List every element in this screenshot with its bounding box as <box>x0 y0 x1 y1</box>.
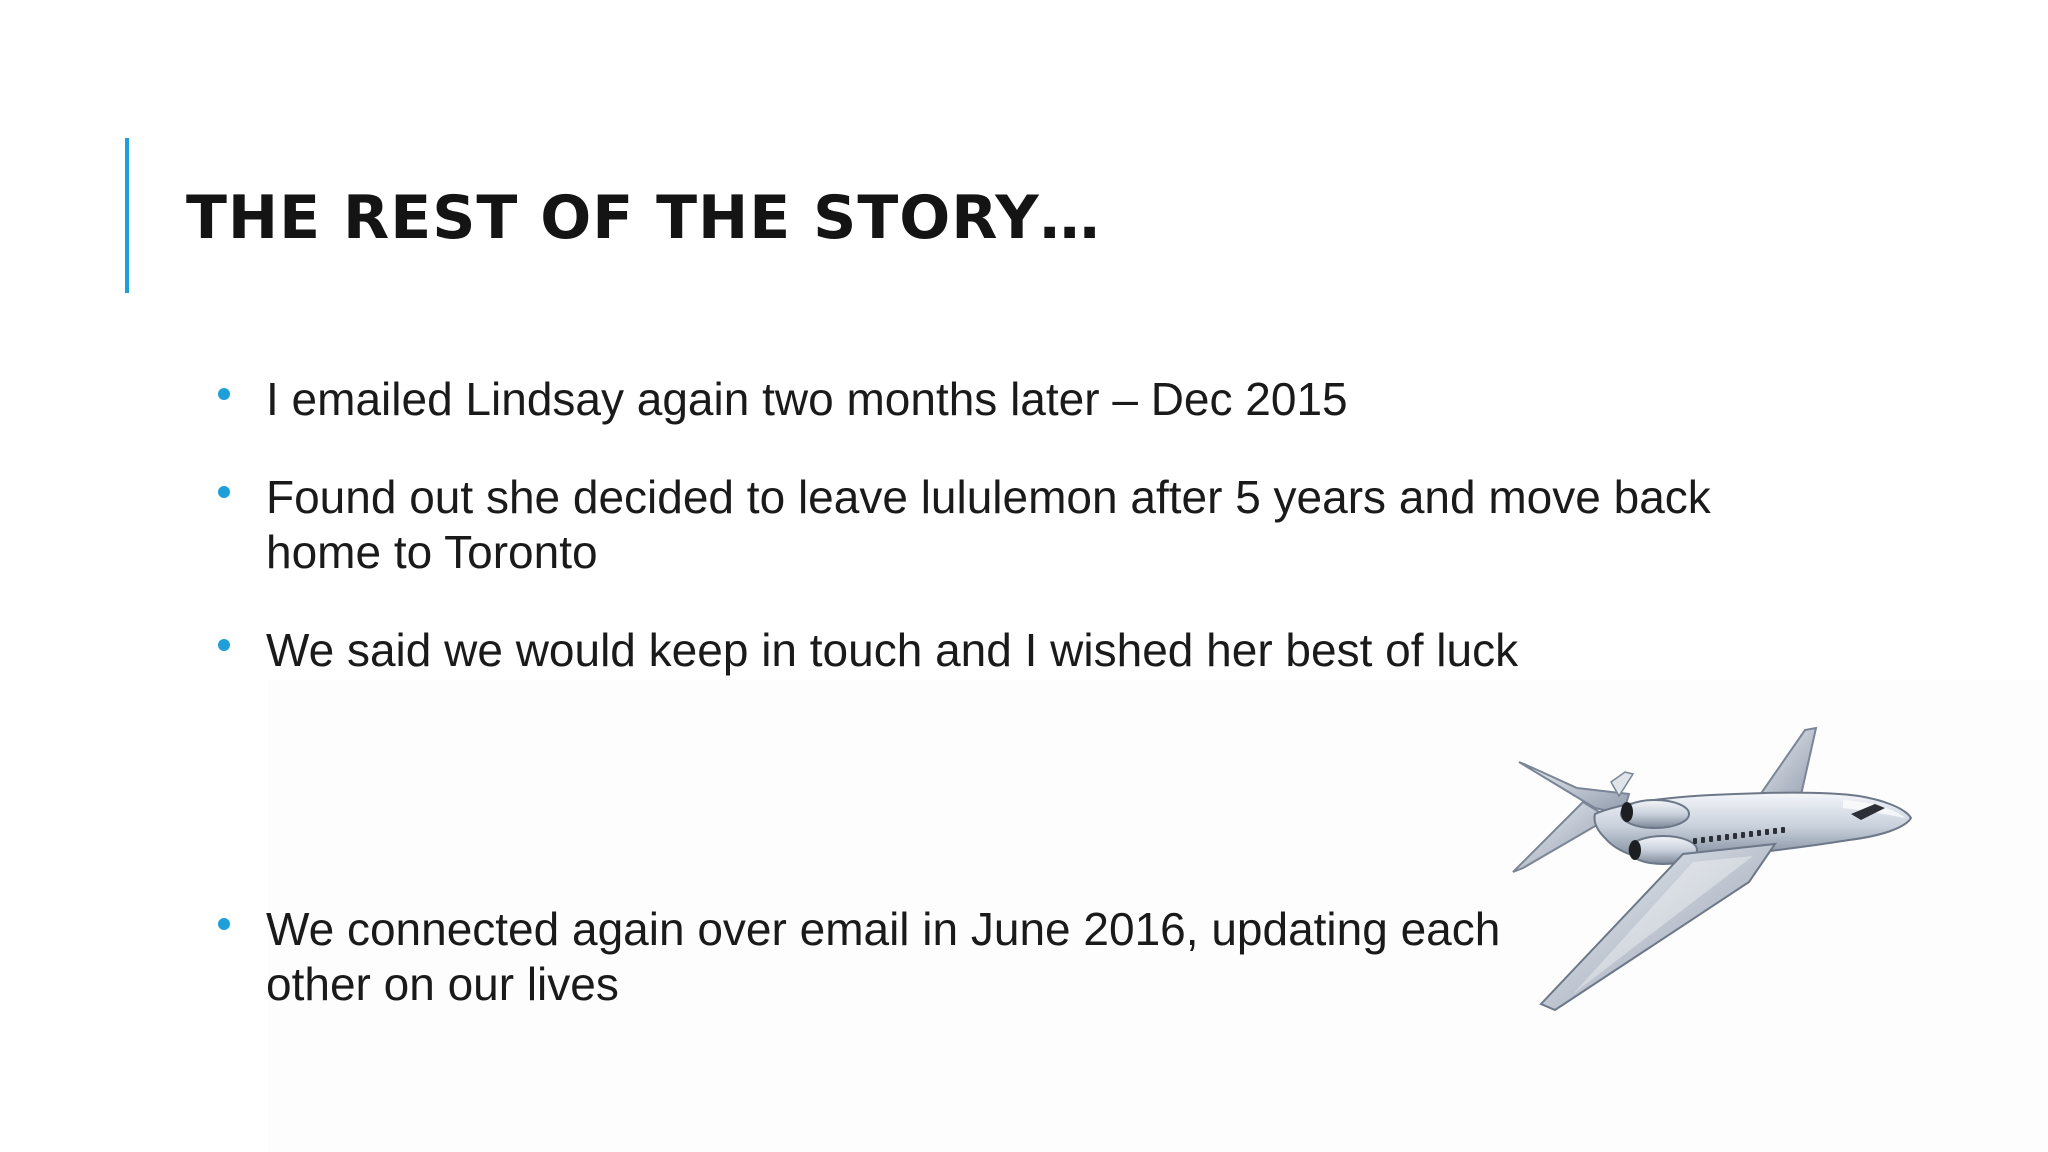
bullet-dot-icon <box>218 388 230 400</box>
slide-title: THE REST OF THE STORY… <box>186 183 1101 253</box>
bullet-text: We said we would keep in touch and I wished her best of luck <box>266 624 1519 676</box>
bullet-text: I emailed Lindsay again two months later – Dec 2015 <box>266 373 1348 425</box>
bullet-dot-icon <box>218 918 230 930</box>
title-accent-bar <box>125 138 129 293</box>
bullet-item <box>218 372 1838 427</box>
bullet-item <box>218 623 1838 678</box>
bullet-text: Found out she decided to leave lululemon after 5 years and move back home to Toronto <box>266 471 1711 578</box>
airplane-icon <box>1512 722 1914 1012</box>
bullet-item <box>218 470 1838 580</box>
bullet-item <box>218 902 1526 1012</box>
bullet-dot-icon <box>218 486 230 498</box>
bullet-text: We connected again over email in June 2016, updating each other on our lives <box>266 903 1501 1010</box>
bullet-dot-icon <box>218 639 230 651</box>
